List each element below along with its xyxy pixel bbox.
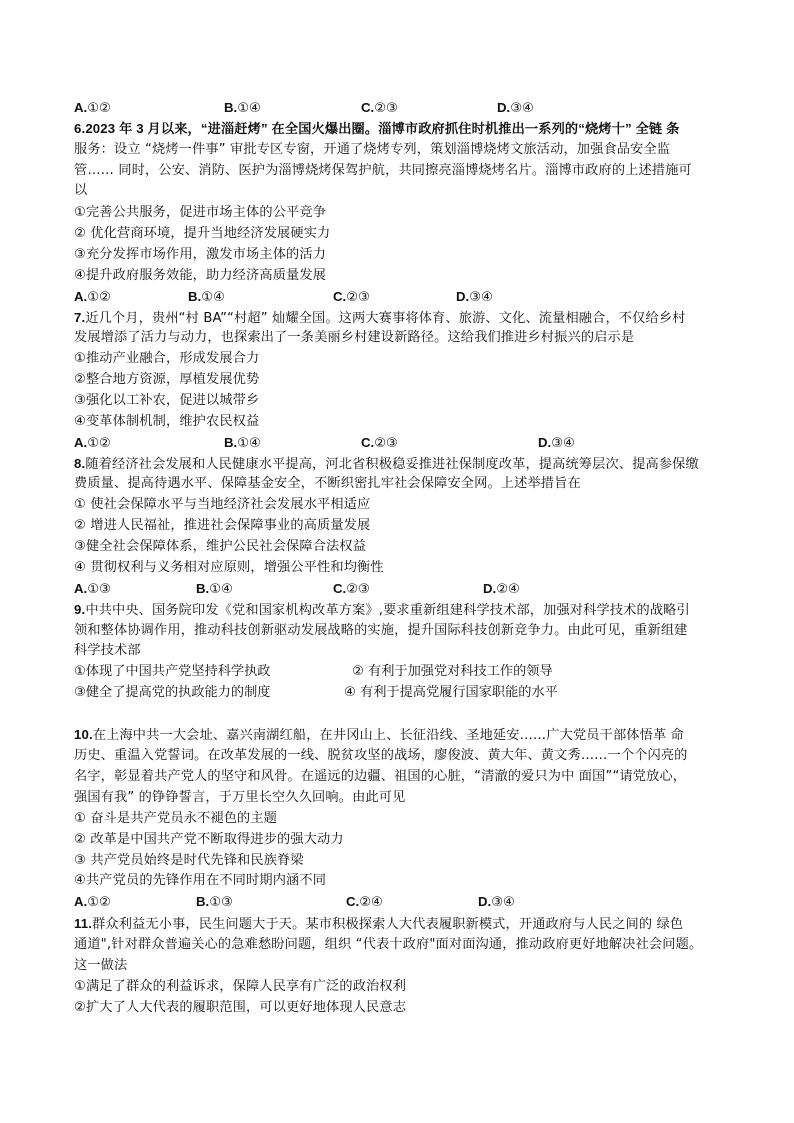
q8-stem-line: 费质量、提高待遇水平、保障基金安全，不断织密扎牢社会保障安全网。上述举措旨在: [74, 476, 581, 491]
q5-answer-d: D.③④: [497, 100, 534, 116]
q6-option: ④提升政府服务效能，助力经济高质量发展: [74, 268, 327, 283]
q6-option: ② 优化营商环境，提升当地经济发展硬实力: [74, 226, 331, 241]
q11-stem-line: 通道",针对群众普遍关心的急难愁盼问题，组织 “代表十政府"面对面沟通，推动政府更好地解决社会问题。: [74, 937, 703, 952]
q7-stem-line: 7.近几个月，贵州“村 BA”“村超” 灿耀全国。这两大赛事将体育、旅游、文化、流量相融合，不仅给乡村: [74, 310, 686, 326]
q11-stem-line: 这一做法: [74, 958, 128, 973]
q7-answer-c: C.②③: [361, 435, 398, 451]
q7-answer-d: D.③④: [538, 435, 575, 451]
q10-answer-d: D.③④: [478, 894, 515, 910]
q10-option: ② 改革是中国共产党不断取得进步的强大动力: [74, 832, 344, 847]
q7-answer-a: A.①②: [74, 435, 111, 451]
q10-answer-b: B.①③: [196, 894, 233, 910]
q7-number: 7.: [74, 310, 86, 325]
q9-option: ①体现了中国共产党坚持科学执政: [74, 664, 271, 679]
q9-stem-line: 科学技术部: [74, 643, 141, 658]
q6-answer-d: D.③④: [456, 289, 493, 305]
q7-option: ④变革体制机制，维护农民权益: [74, 414, 260, 429]
q8-stem-line: 8.随着经济社会发展和人民健康水平提高，河北省积极稳妥推进社保制度改革，提高统筹层次、提高参保缴: [74, 456, 699, 472]
q10-answer-a: A.①②: [74, 894, 111, 910]
q5-answer-b: B.①④: [224, 100, 261, 116]
q10-stem-line: 历史、重温入党誓词。在改革发展的一线、脱贫攻坚的战场，廖俊波、黄大年、黄文秀……一个个闪亮的: [74, 748, 688, 763]
q11-stem-line: 11.群众利益无小事，民生问题大于天。某市积极探索人大代表履职新模式，开通政府与人民之间的 绿色: [74, 916, 684, 932]
q8-answer-a: A.①③: [74, 581, 111, 597]
q8-option: ③健全社会保障体系，维护公民社会保障合法权益: [74, 539, 367, 554]
q7-option: ①推动产业融合，形成发展合力: [74, 351, 260, 366]
q8-option: ② 增进人民福祉，推进社会保障事业的高质量发展: [74, 518, 371, 533]
q8-answer-d: D.②④: [483, 581, 520, 597]
q6-option: ①完善公共服务，促进市场主体的公平竞争: [74, 205, 327, 220]
q11-option: ②扩大了人大代表的履职范围，可以更好地体现人民意志: [74, 1000, 407, 1015]
q8-answer-b: B.①④: [196, 581, 233, 597]
q8-option: ④ 贯彻权利与义务相对应原则，增强公平性和均衡性: [74, 560, 384, 575]
q11-number: 11.: [74, 916, 93, 931]
q6-stem-line: 以: [74, 183, 88, 198]
q8-option: ① 使社会保障水平与当地经济社会发展水平相适应: [74, 497, 371, 512]
q6-option: ③充分发挥市场作用，激发市场主体的活力: [74, 247, 327, 262]
q7-answer-b: B.①④: [224, 435, 261, 451]
q8-number: 8.: [74, 456, 86, 471]
q6-answer-a: A.①②: [74, 289, 111, 305]
q10-stem-line: 名字，彰显着共产党人的坚守和风骨。在遥远的边疆、祖国的心脏，“清澈的爱只为中 面国”“请党放心，: [74, 769, 687, 784]
q6-answer-b: B.①④: [188, 289, 225, 305]
q10-number: 10.: [74, 727, 93, 742]
q11-option: ①满足了群众的利益诉求，保障人民享有广泛的政治权利: [74, 979, 407, 994]
q9-option: ④ 有利于提高党履行国家职能的水平: [344, 685, 558, 700]
q6-stem-line: 管…… 同时，公安、消防、医护为淄博烧烤保驾护航，共同擦亮淄博烧烤名片。淄博市政府的上述措施可: [74, 163, 692, 178]
q6-stem-line: 6.2023 年 3 月以来，“进淄赶烤” 在全国火爆出圈。淄博市政府抓住时机推出一系列的“烧烤十” 全链 条: [74, 121, 680, 136]
q9-number: 9.: [74, 602, 86, 617]
q10-option: ① 奋斗是共产党员永不褪色的主题: [74, 811, 278, 826]
q9-stem-line: 领和整体协调作用，推动科技创新驱动发展战略的实施，提升国际科技创新竞争力。由此可见，重新组建: [74, 623, 688, 638]
q7-option: ③强化以工补农，促进以城带乡: [74, 393, 260, 408]
q9-option: ② 有利于加强党对科技工作的领导: [352, 664, 553, 679]
q6-number: 6.: [74, 121, 86, 136]
q6-answer-c: C.②③: [333, 289, 370, 305]
q7-stem-line: 发展增添了活力与动力，也探索出了一条美丽乡村建设新路径。这给我们推进乡村振兴的启示是: [74, 330, 635, 345]
q10-stem-line: 强国有我” 的铮铮誓言，于万里长空久久回响。由此可见: [74, 790, 406, 805]
q10-stem-line: 10.在上海中共一大会址、嘉兴南湖红船，在井冈山上、长征沿线、圣地延安……广大党员干部体悟革 命: [74, 727, 684, 743]
q9-option: ③健全了提高党的执政能力的制度: [74, 685, 271, 700]
q5-answer-a: A.①②: [74, 100, 111, 116]
q9-stem-line: 9.中共中央、国务院印发《党和国家机构改革方案》,要求重新组建科学技术部，加强对科学技术的战略引: [74, 602, 690, 618]
q10-answer-c: C.②④: [346, 894, 383, 910]
q10-option: ③ 共产党员始终是时代先锋和民族脊梁: [74, 853, 304, 868]
q6-stem-line: 服务：设立 “烧烤一件事” 审批专区专窗，开通了烧烤专列，策划淄博烧烤文旅活动，加强食品安全监: [74, 142, 671, 157]
q10-option: ④共产党员的先锋作用在不同时期内涵不同: [74, 873, 327, 888]
q8-answer-c: C.②③: [333, 581, 370, 597]
q7-option: ②整合地方资源，厚植发展优势: [74, 372, 260, 387]
q5-answer-c: C.②③: [361, 100, 398, 116]
